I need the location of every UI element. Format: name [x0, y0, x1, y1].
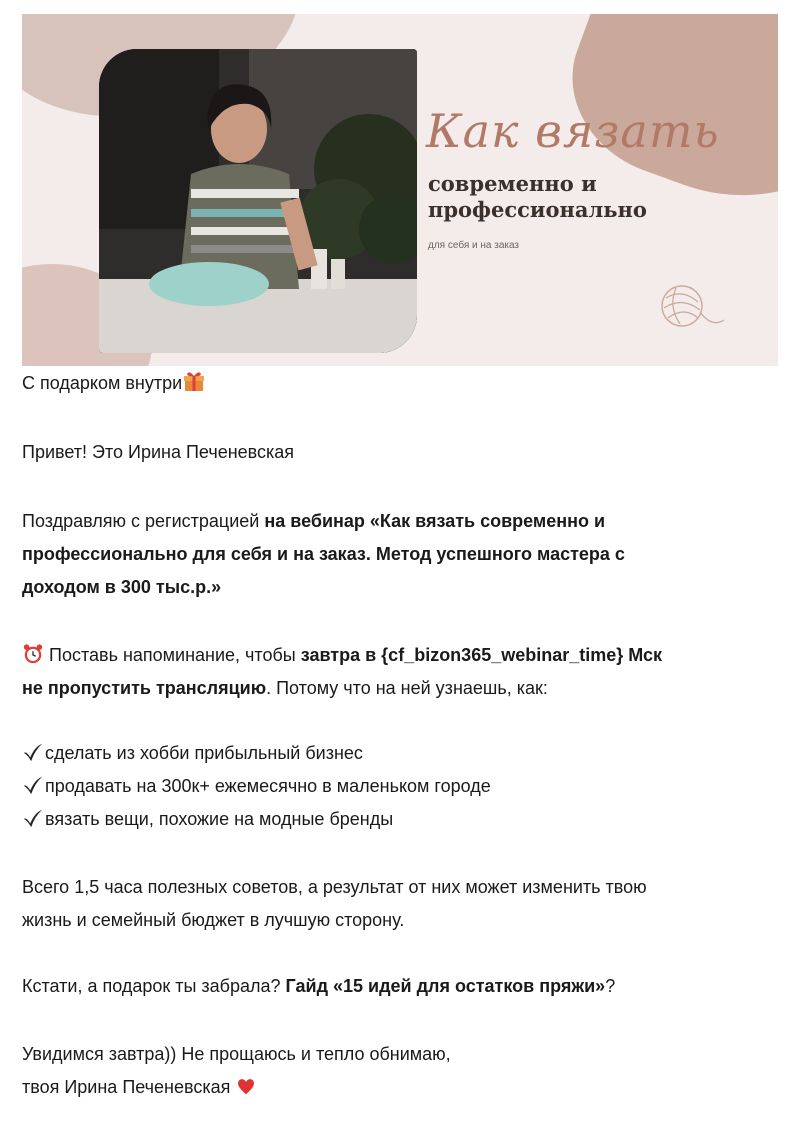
banner-caption: для себя и на заказ [428, 240, 520, 251]
farewell-paragraph [22, 1038, 782, 1104]
reminder-prefix: Поставь напоминание, чтобы [44, 645, 301, 665]
reminder-paragraph [22, 639, 782, 705]
gift-question [22, 970, 782, 1003]
summary-paragraph [22, 871, 782, 937]
list-item [22, 803, 782, 836]
gift-icon [182, 369, 206, 393]
reminder-time: завтра в {cf_bizon365_webinar_time} Мск [300, 645, 663, 665]
farewell-line: Увидимся завтра)) Не прощаюсь и тепло обнимаю, [22, 1044, 451, 1064]
webinar-name: доходом в 300 тыс.р.» [22, 577, 222, 597]
reminder-action: не пропустить трансляцию [22, 678, 267, 698]
banner-title: Как вязать [426, 104, 720, 158]
greeting: Привет! Это Ирина Печеневская [22, 442, 295, 462]
banner-subtitle-line: профессионально [428, 197, 647, 222]
webinar-name: на вебинар «Как вязать современно и [264, 511, 606, 531]
speaker-photo [99, 49, 417, 353]
list-item [22, 737, 782, 770]
gift-question-prefix: Кстати, а подарок ты забрала? [22, 976, 286, 996]
check-mark-icon [22, 741, 44, 763]
banner-subtitle-line: современно и [428, 171, 597, 196]
summary-line: жизнь и семейный бюджет в лучшую сторону. [22, 910, 405, 930]
webinar-banner [22, 14, 778, 366]
yarn-ball-icon [654, 276, 726, 340]
gift-line [22, 367, 782, 400]
alarm-clock-icon [22, 643, 44, 665]
list-item-text: вязать вещи, похожие на модные бренды [45, 809, 394, 829]
webinar-name: профессионально для себя и на заказ. Метод успешного мастера с [22, 544, 625, 564]
congrats-paragraph [22, 505, 782, 604]
list-item-text: сделать из хобби прибыльный бизнес [45, 743, 363, 763]
list-item-text: продавать на 300к+ ежемесячно в маленьком городе [45, 776, 491, 796]
banner-subtitle [428, 171, 647, 223]
guide-name: Гайд «15 идей для остатков пряжи» [285, 976, 606, 996]
summary-line: Всего 1,5 часа полезных советов, а результат от них может изменить твою [22, 877, 647, 897]
benefits-list [22, 737, 782, 836]
reminder-suffix: . Потому что на ней узнаешь, как: [266, 678, 548, 698]
check-mark-icon [22, 774, 44, 796]
check-mark-icon [22, 807, 44, 829]
gift-question-suffix: ? [605, 976, 616, 996]
signature: твоя Ирина Печеневская [22, 1077, 236, 1097]
gift-line-text: С подарком внутри [22, 373, 183, 393]
heart-icon [235, 1075, 257, 1097]
list-item [22, 770, 782, 803]
congrats-prefix: Поздравляю с регистрацией [22, 511, 265, 531]
